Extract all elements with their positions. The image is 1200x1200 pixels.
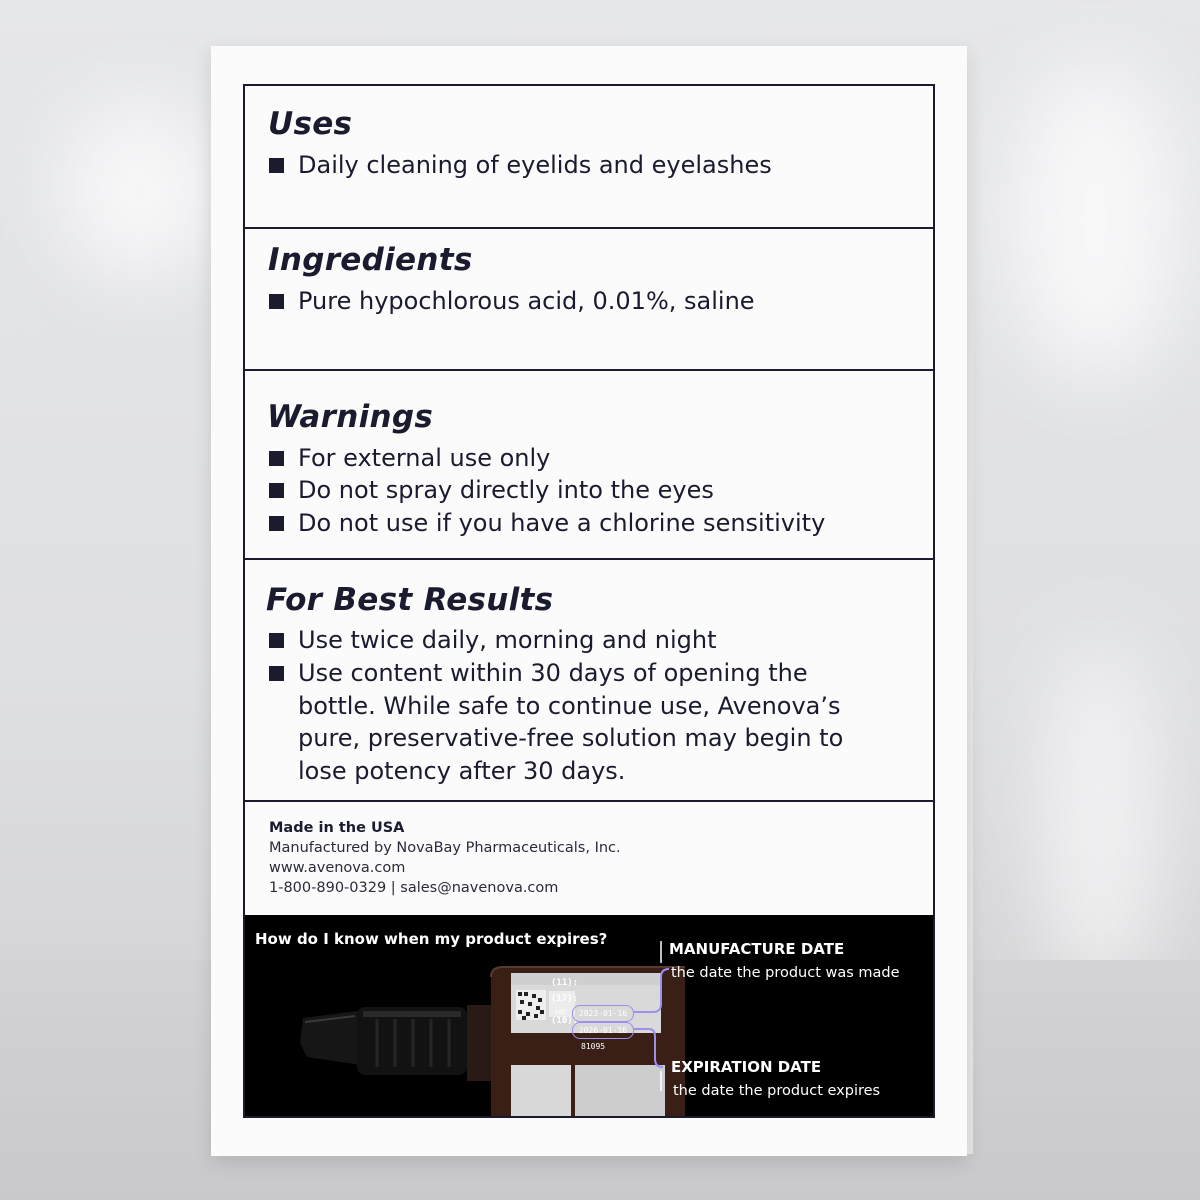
box-side-edge [967,50,973,1154]
expiration-date-title: EXPIRATION DATE [671,1058,822,1076]
section-best-results [245,560,933,802]
manufacture-date-title: MANUFACTURE DATE [669,940,845,958]
list-item [269,507,825,540]
bullet-square-icon [269,666,284,681]
list-item-text: Use twice daily, morning and night [298,626,717,654]
bullet-square-icon [269,633,284,648]
list-item-text: Do not spray directly into the eyes [298,476,714,504]
bullet-square-icon [269,483,284,498]
section-heading: Warnings [267,399,434,435]
section-ingredients [245,229,933,371]
bullet-square-icon [269,158,284,173]
bullet-square-icon [269,451,284,466]
lot-number-value: 81095 [581,1042,606,1051]
section-heading: Ingredients [268,242,473,278]
background-highlight-right [1010,60,1180,380]
contact-line: 1-800-890-0329 | sales@navenova.com [269,880,559,896]
list-item [269,657,843,787]
expiration-date-description: the date the product expires [673,1083,881,1099]
made-in-label: Made in the USA [269,820,405,836]
expiration-connector-line [633,1029,663,1067]
list-item [269,149,772,182]
list-item [269,474,714,507]
expiry-info-panel [245,915,933,1116]
section-heading: For Best Results [266,582,554,618]
background-highlight-left [60,100,220,280]
expiry-question: How do I know when my product expires? [255,930,608,948]
lot-label: LOT [555,1009,566,1016]
code-10: (10): [551,1016,579,1026]
manufacturer-info [269,818,621,898]
label-panel [243,84,935,1118]
list-item-text: For external use only [298,444,551,472]
list-item-text: Use content within 30 days of opening the bottle. While safe to continue use, Avenova’s pure, preservative-free solution may begin to lose potency after 30 days. [298,659,844,785]
section-uses [245,86,933,229]
list-item-text: Do not use if you have a chlorine sensitivity [298,509,826,537]
expiration-date-value: 2026-01-16 [572,1022,634,1039]
website-line: www.avenova.com [269,860,406,876]
manufacture-date-description: the date the product was made [671,965,900,981]
code-11: (11): [551,978,579,988]
list-item-text: Pure hypochlorous acid, 0.01%, saline [298,287,755,315]
background-highlight-bottom [1040,640,1160,1000]
bullet-square-icon [269,516,284,531]
manufacture-date-value: 2023-01-16 [572,1005,634,1022]
bullet-square-icon [269,294,284,309]
list-item [269,624,716,657]
section-heading: Uses [268,106,353,142]
manufacture-connector-line [633,969,669,1012]
list-item [269,442,550,475]
manufacturer-line: Manufactured by NovaBay Pharmaceuticals, Inc. [269,840,621,856]
list-item [269,285,755,318]
code-17: (17): [551,994,579,1004]
section-warnings [245,371,933,560]
list-item-text: Daily cleaning of eyelids and eyelashes [298,151,772,179]
